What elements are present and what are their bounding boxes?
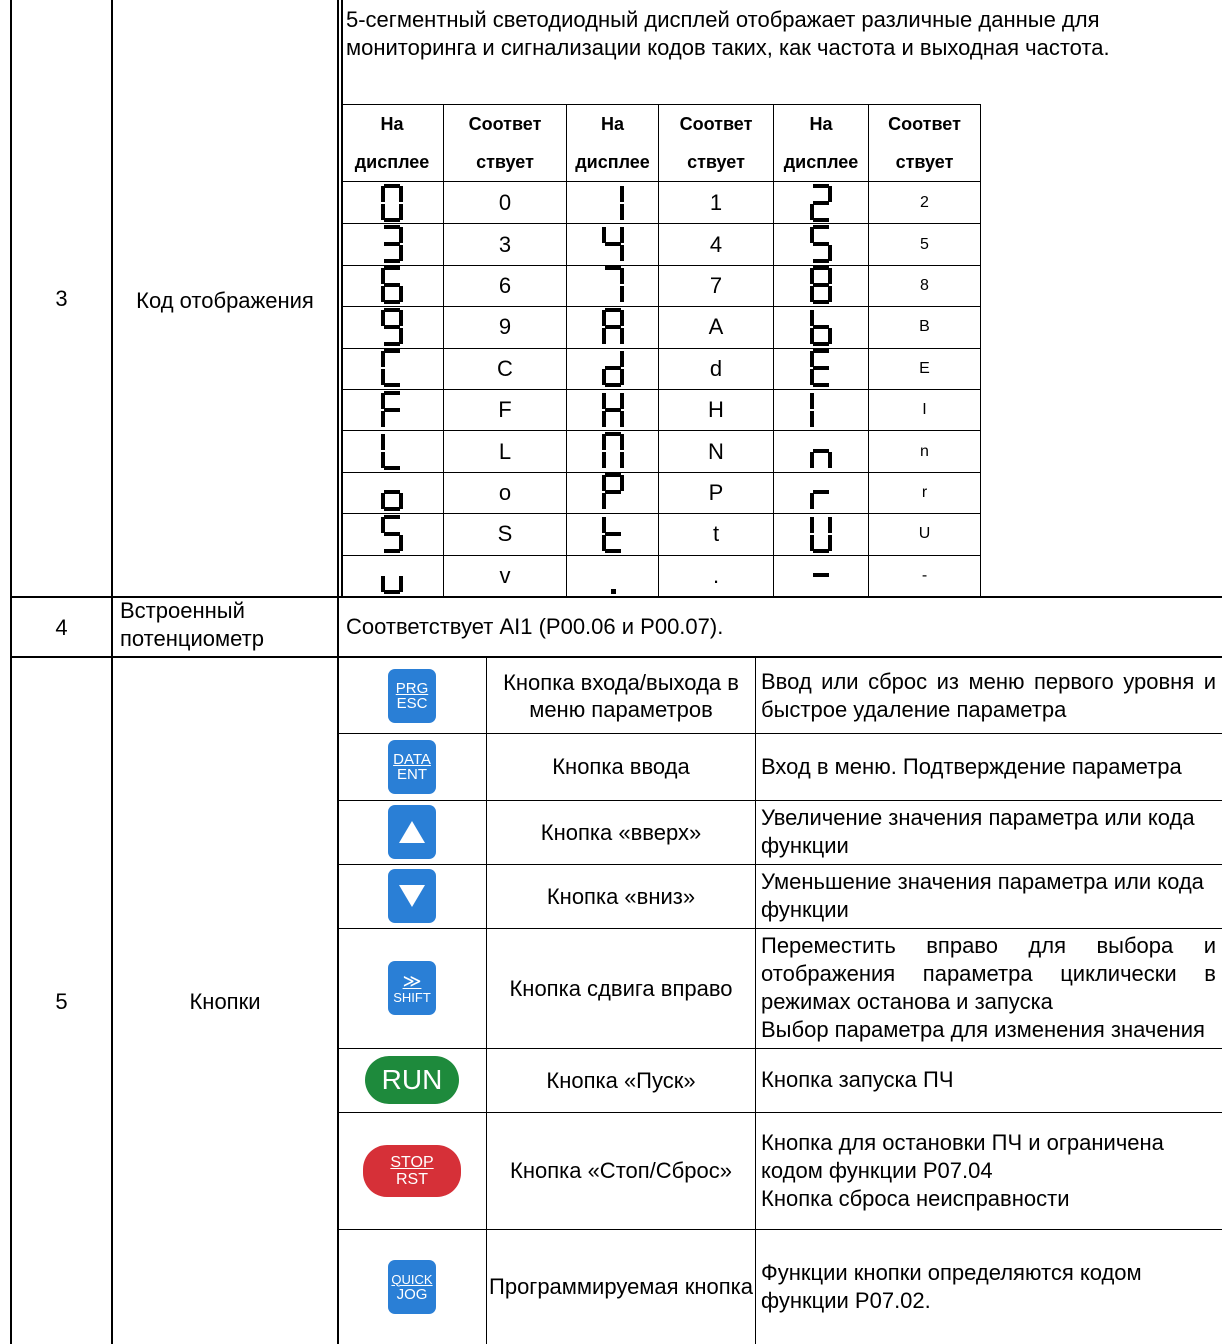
button-name: Кнопка «Пуск»	[546, 1067, 696, 1093]
code-table-header: На дисплее	[354, 113, 430, 172]
row-name: Кнопки	[189, 988, 261, 1014]
segment-glyph-icon	[341, 348, 443, 389]
code-value: E	[919, 359, 930, 377]
code-value: -	[921, 566, 928, 584]
code-table-header: Соответ ствует	[679, 113, 753, 172]
segment-glyph-icon	[341, 430, 443, 471]
segment-glyph-icon	[774, 555, 868, 596]
button-name: Кнопка ввода	[552, 754, 690, 779]
code-value: o	[498, 479, 512, 505]
row-number: 4	[55, 614, 68, 640]
segment-glyph-icon	[774, 430, 868, 471]
button-name: Кнопка сдвига вправо	[509, 975, 733, 1001]
code-value: H	[708, 397, 724, 423]
code-value: 1	[709, 190, 723, 216]
segment-glyph-icon	[567, 182, 658, 223]
code-value: 0	[498, 190, 512, 216]
segment-glyph-icon	[774, 513, 868, 554]
button-description: Кнопка запуска ПЧ	[761, 1067, 954, 1092]
code-value: 3	[498, 231, 512, 257]
button-description: Вход в меню. Подтверждение параметра	[761, 753, 1182, 779]
button-name: Кнопка «вверх»	[540, 819, 702, 845]
button-description: Ввод или сброс из меню первого уровня и быстрое удаление параметра	[761, 668, 1216, 722]
segment-glyph-icon	[567, 555, 658, 596]
segment-glyph-icon	[774, 348, 868, 389]
code-value: 9	[498, 314, 512, 340]
code-value: 2	[920, 194, 929, 212]
segment-glyph-icon	[774, 389, 868, 430]
row-number: 5	[55, 988, 68, 1014]
stop-rst-key-icon: STOP RST	[363, 1145, 461, 1197]
segment-glyph-icon	[567, 472, 658, 513]
segment-glyph-icon	[774, 265, 868, 306]
row-description: 5-сегментный светодиодный дисплей отображает различные данные для мониторинга и сигнализации кодов таких, как частота и выходная частота.	[346, 7, 1110, 60]
segment-glyph-icon	[567, 265, 658, 306]
code-value: S	[497, 521, 513, 547]
segment-glyph-icon	[341, 265, 443, 306]
row-name: Встроенный потенциометр	[120, 598, 264, 651]
code-value: 4	[709, 231, 723, 257]
button-name: Кнопка «Стоп/Сброс»	[510, 1158, 732, 1183]
code-value: P	[708, 479, 724, 505]
code-table-header: Соответ ствует	[888, 113, 961, 172]
code-table-header: На дисплее	[783, 113, 859, 172]
code-table-header: На дисплее	[575, 113, 650, 172]
segment-glyph-icon	[774, 182, 868, 223]
segment-glyph-icon	[567, 430, 658, 471]
segment-glyph-icon	[341, 472, 443, 513]
code-value: U	[918, 525, 931, 543]
button-description: Увеличение значения параметра или кода функции	[761, 805, 1195, 858]
button-description: Кнопка для остановки ПЧ и ограничена кодом функции P07.04 Кнопка сброса неисправности	[761, 1129, 1164, 1211]
segment-glyph-icon	[774, 223, 868, 264]
segment-glyph-icon	[567, 223, 658, 264]
button-name: Программируемая кнопка	[489, 1274, 753, 1299]
prg-esc-key-icon: PRG ESC	[388, 669, 436, 723]
button-description: Уменьшение значения параметра или кода функции	[761, 869, 1204, 922]
segment-glyph-icon	[341, 555, 443, 596]
code-value: 8	[920, 276, 929, 294]
code-value: v	[499, 562, 511, 588]
row-description: Соответствует AI1 (P00.06 и P00.07).	[346, 614, 724, 639]
code-value: N	[708, 438, 724, 464]
segment-glyph-icon	[567, 513, 658, 554]
segment-glyph-icon	[341, 182, 443, 223]
up-arrow-icon	[388, 805, 436, 859]
button-description: Функции кнопки определяются кодом функции P07.02.	[761, 1259, 1142, 1313]
shift-key-icon: ≫ SHIFT	[388, 961, 436, 1015]
down-arrow-icon	[388, 869, 436, 923]
run-key-icon: RUN	[365, 1056, 459, 1104]
button-name: Кнопка входа/выхода в меню параметров	[503, 669, 739, 722]
code-value: d	[709, 355, 723, 381]
code-value: 7	[709, 272, 723, 298]
code-value: n	[920, 442, 929, 460]
code-value: I	[922, 401, 927, 419]
segment-glyph-icon	[341, 389, 443, 430]
code-value: B	[919, 318, 930, 336]
code-value: r	[921, 483, 928, 501]
button-description: Переместить вправо для выбора и отображения параметра циклически в режимах останова и запуска Выбор параметра для изменения значения	[761, 933, 1216, 1042]
segment-glyph-icon	[341, 223, 443, 264]
code-table-header: Соответ ствует	[468, 113, 542, 172]
code-value: A	[708, 314, 724, 340]
code-value: .	[712, 562, 720, 588]
row-number: 3	[55, 285, 68, 311]
segment-glyph-icon	[341, 306, 443, 347]
segment-glyph-icon	[567, 348, 658, 389]
button-name: Кнопка «вниз»	[546, 883, 696, 909]
code-value: C	[497, 355, 513, 381]
segment-glyph-icon	[567, 389, 658, 430]
code-value: F	[498, 397, 512, 423]
segment-glyph-icon	[341, 513, 443, 554]
segment-glyph-icon	[774, 472, 868, 513]
code-value: 6	[498, 272, 512, 298]
code-value: L	[498, 438, 512, 464]
data-ent-key-icon: DATA ENT	[388, 740, 436, 794]
segment-glyph-icon	[567, 306, 658, 347]
code-value: 5	[920, 235, 929, 253]
quick-jog-key-icon: QUICK JOG	[388, 1260, 436, 1314]
row-name: Код отображения	[136, 287, 314, 313]
code-value: t	[712, 521, 720, 547]
segment-glyph-icon	[774, 306, 868, 347]
